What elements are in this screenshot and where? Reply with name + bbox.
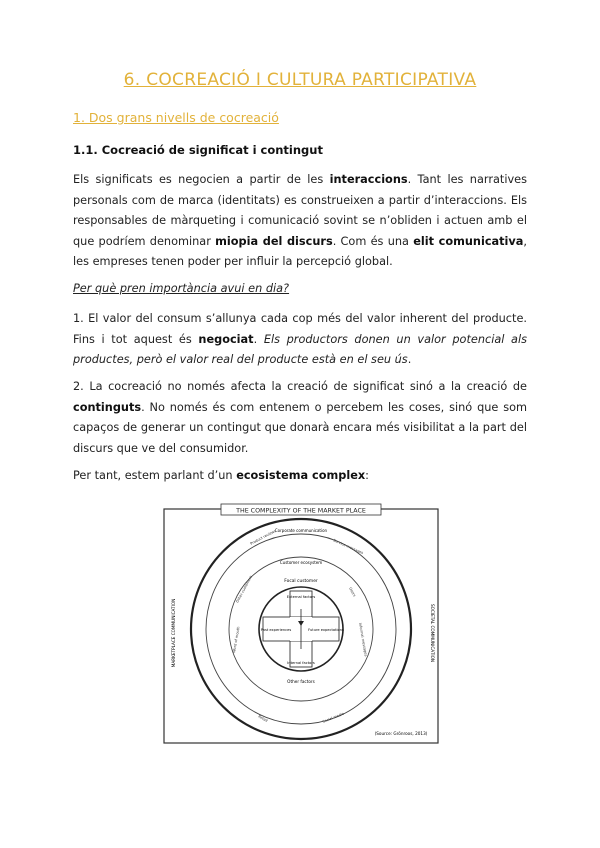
outer-top-label: Corporate communication (274, 528, 328, 533)
subsection-heading: 1.1. Cocreació de significat i contingut (73, 143, 323, 157)
bottom-box-label: Internal factors (287, 661, 315, 665)
right-box-label: Future expectations (308, 628, 344, 632)
ring-label: Retail (257, 714, 269, 723)
ring-label: Users (348, 586, 357, 598)
left-side-label: MARKETPLACE COMMUNICATION (171, 598, 176, 668)
ring-label: Other customers (235, 574, 254, 604)
paragraph-ecosystem: Per tant, estem parlant d’un ecosistema complex: (73, 469, 369, 482)
page-title: 6. COCREACIÓ I CULTURA PARTICIPATIVA (123, 70, 477, 90)
market-place-diagram (163, 503, 439, 745)
right-side-label: SOCIETAL COMMUNICATION (430, 603, 435, 663)
ring-label: Word of mouth (232, 626, 241, 654)
paragraph-value: 1. El valor del consum s’allunya cada cop més del valor inherent del producte. Fins i tot aquest és negociat. Els productors donen un valor potencial als productes, però el valor real del producte està en el seu ús. (73, 312, 527, 366)
ring-label: Informal messages (358, 622, 368, 657)
question-heading: Per què pren importància avui en dia? (73, 282, 290, 295)
ring-label: Product reviews (249, 528, 277, 546)
diagram-title: THE COMPLEXITY OF THE MARKET PLACE (236, 507, 366, 515)
top-box-label: External factors (286, 595, 316, 599)
paragraph-interactions: Els significats es negocien a partir de les interaccions. Tant les narratives personals com de marca (identitats) es construeixen a partir d’interaccions. Els responsables de màrqueting i comunicació sovint se n’obliden i actuen amb el que podríem denominar miopia del discurs. Com és una elit comunicativa, les empreses tenen poder per influir la percepció global. (73, 173, 527, 268)
bottom-label: Other factors (287, 679, 315, 684)
left-box-label: Past experiences (260, 628, 292, 632)
section-heading: 1. Dos grans nivells de cocreació (73, 110, 279, 125)
paragraph-content: 2. La cocreació no només afecta la creació de significat sinó a la creació de continguts. No només és com entenem o percebem les coses, sinó que som capaços de generar un contingut que donarà encara més visibilitat a la part del discurs que ve del consumidor. (73, 380, 527, 455)
center-label: Focal customer (284, 579, 318, 584)
ring-top-label: Customer ecosystem (279, 560, 323, 565)
ring-label: Service messages (332, 538, 364, 556)
figure-caption: (Source: Grönroos, 2013) (374, 731, 428, 736)
ring-label: Social media (321, 711, 345, 724)
